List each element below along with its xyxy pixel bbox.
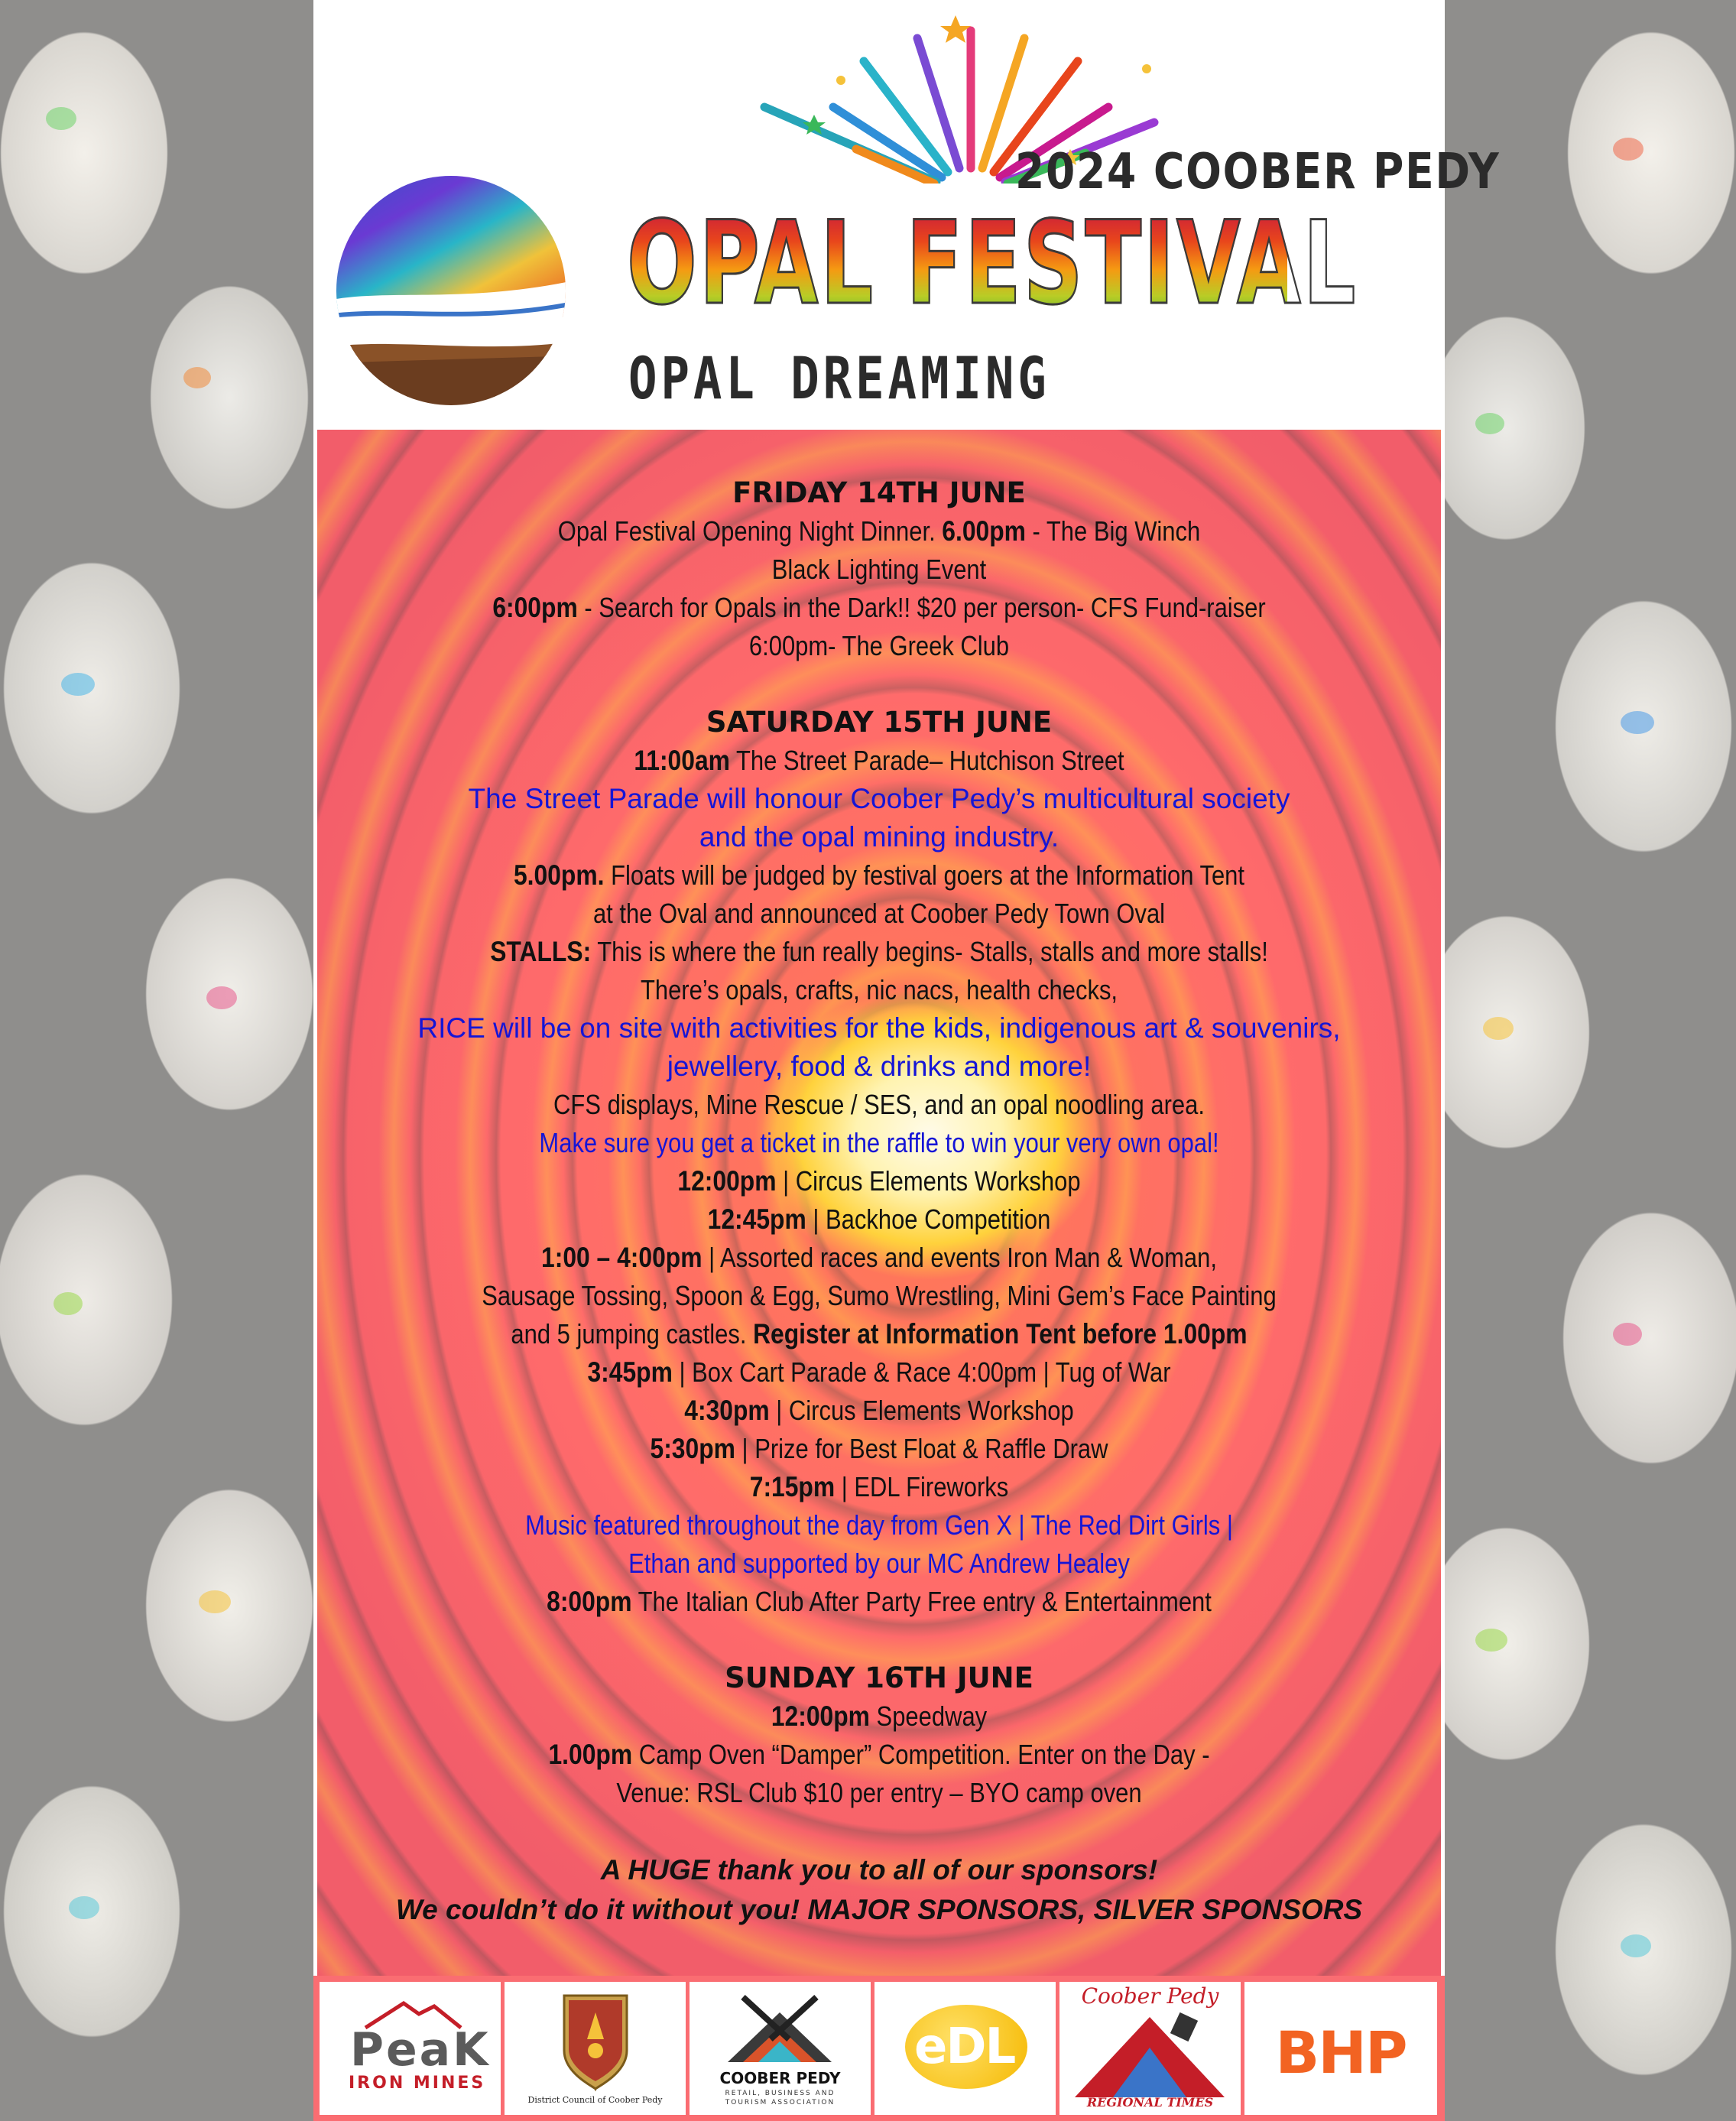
event-text: This is where the fun really begins- Stalls, stalls and more stalls! [591,936,1268,967]
schedule-line [396,1200,1362,1239]
poster-header [313,0,1501,428]
sponsor-thanks: A HUGE thank you to all of our sponsors! [600,1854,1158,1886]
cpra-subtitle [690,2089,871,2107]
schedule-line [396,589,1362,627]
event-text: Camp Oven “Damper” Competition. Enter on the Day - [632,1739,1210,1770]
cpra-subtitle-line: RETAIL, BUSINESS AND [725,2090,836,2097]
schedule-line: 6:00pm- The Greek Club [748,630,1010,661]
cpra-subtitle-line: TOURISM ASSOCIATION [725,2099,836,2106]
event-text: | Backhoe Competition [806,1203,1051,1235]
highlight-line: Ethan and supported by our MC Andrew Healey [628,1548,1130,1579]
schedule-line: Black Lighting Event [771,554,987,585]
peak-wordmark: PeaK [350,2023,491,2077]
highlight-line: RICE will be on site with activities for the kids, indigenous art & souvenirs, [417,1012,1341,1044]
sunday-heading: SUNDAY 16TH JUNE [725,1661,1033,1694]
schedule-line [396,1697,1362,1736]
friday-heading: FRIDAY 14TH JUNE [732,476,1026,509]
festival-main-title: OPAL FESTIVAL [627,197,1358,330]
regional-times-banner: REGIONAL TIMES [1086,2095,1214,2110]
highlight-line: The Street Parade will honour Coober Pedy’s multicultural society [468,783,1290,814]
bhp-logo [1244,1982,1437,2115]
peak-iron-mines-logo [320,1982,501,2115]
event-time: 8:00pm [547,1586,632,1617]
sponsor-thanks: We couldn’t do it without you! MAJOR SPONSORS, SILVER SPONSORS [395,1894,1363,1925]
event-text: Floats will be judged by festival goers at the Information Tent [604,859,1245,891]
highlight-line: Make sure you get a ticket in the raffle to win your very own opal! [539,1127,1219,1158]
register-notice: Register at Information Tent before 1.00pm [753,1318,1248,1350]
schedule-line [396,1583,1362,1621]
schedule-line [396,1736,1362,1774]
event-time: 5:30pm [650,1433,735,1464]
schedule-line [396,856,1362,895]
cpra-name: COOBER PEDY [719,2069,841,2087]
pickaxe-icon [690,1982,871,2066]
peak-subtitle: IRON MINES [349,2074,486,2093]
schedule-line [396,1430,1362,1468]
schedule-line [396,933,1362,971]
opal-emblem [321,172,581,409]
event-text: The Italian Club After Party Free entry & Entertainment [631,1586,1212,1617]
schedule [317,474,1441,1930]
event-text: | Prize for Best Float & Raffle Draw [735,1433,1108,1464]
sponsor-logos [313,1976,1445,2121]
saturday-heading: SATURDAY 15TH JUNE [706,706,1053,739]
event-time: 5.00pm. [513,859,605,891]
council-name: District Council of Coober Pedy [527,2095,663,2105]
schedule-line [396,1353,1362,1392]
event-text: | Assorted races and events Iron Man & Woman, [702,1242,1217,1273]
event-text: and 5 jumping castles. [511,1318,754,1350]
event-time: 12:00pm [677,1165,777,1197]
program-panel [317,430,1441,1976]
event-time: 6:00pm [492,592,578,623]
event-text: | Box Cart Parade & Race 4:00pm | Tug of War [672,1356,1171,1388]
schedule-line [396,1162,1362,1200]
event-text: | Circus Elements Workshop [776,1165,1081,1197]
event-text: | Circus Elements Workshop [769,1395,1074,1426]
edl-logo [874,1982,1056,2115]
bhp-wordmark: BHP [1275,2019,1407,2087]
event-text: Opal Festival Opening Night Dinner. [557,515,943,547]
festival-poster [313,0,1501,2121]
event-time: 1:00 – 4:00pm [541,1242,703,1273]
highlight-line: jewellery, food & drinks and more! [667,1051,1092,1082]
event-time: 11:00am [634,745,730,776]
schedule-line: CFS displays, Mine Rescue / SES, and an opal noodling area. [553,1089,1205,1120]
regional-times-logo [1059,1982,1241,2115]
schedule-line: There’s opals, crafts, nic nacs, health checks, [640,974,1118,1005]
event-text: - The Big Winch [1025,515,1201,547]
schedule-line [396,742,1362,780]
council-crest-icon [505,1982,686,2097]
edl-wordmark: eDL [914,2019,1015,2075]
festival-year-title: 2024 COOBER PEDY [1015,144,1501,200]
stalls-label: STALLS: [490,936,592,967]
schedule-line [396,1239,1362,1277]
schedule-line [396,1315,1362,1353]
festival-subtitle: OPAL DREAMING [628,344,1050,412]
schedule-line [396,1468,1362,1506]
schedule-line [396,512,1362,551]
district-council-logo [505,1982,686,2115]
event-time: 12:00pm [771,1700,870,1732]
event-time: 3:45pm [587,1356,673,1388]
schedule-line: Sausage Tossing, Spoon & Egg, Sumo Wrestling, Mini Gem’s Face Painting [482,1280,1277,1311]
event-time: 4:30pm [684,1395,770,1426]
mountain-icon [1059,2009,1241,2101]
coober-pedy-retail-logo [690,1982,871,2115]
event-text: - Search for Opals in the Dark!! $20 per person- CFS Fund-raiser [577,592,1266,623]
event-text: Speedway [869,1700,988,1732]
regional-times-title: Coober Pedy [1081,1983,1219,2009]
highlight-line: and the opal mining industry. [699,821,1059,853]
event-time: 1.00pm [548,1739,633,1770]
event-time: 12:45pm [707,1203,806,1235]
highlight-line: Music featured throughout the day from Gen X | The Red Dirt Girls | [525,1509,1233,1541]
event-time: 7:15pm [749,1471,836,1502]
event-text: | EDL Fireworks [835,1471,1009,1502]
event-time: 6.00pm [942,515,1026,547]
event-text: The Street Parade– Hutchison Street [729,745,1124,776]
schedule-line: Venue: RSL Club $10 per entry – BYO camp oven [616,1777,1142,1808]
schedule-line [396,1392,1362,1430]
schedule-line: at the Oval and announced at Coober Pedy Town Oval [592,898,1166,929]
